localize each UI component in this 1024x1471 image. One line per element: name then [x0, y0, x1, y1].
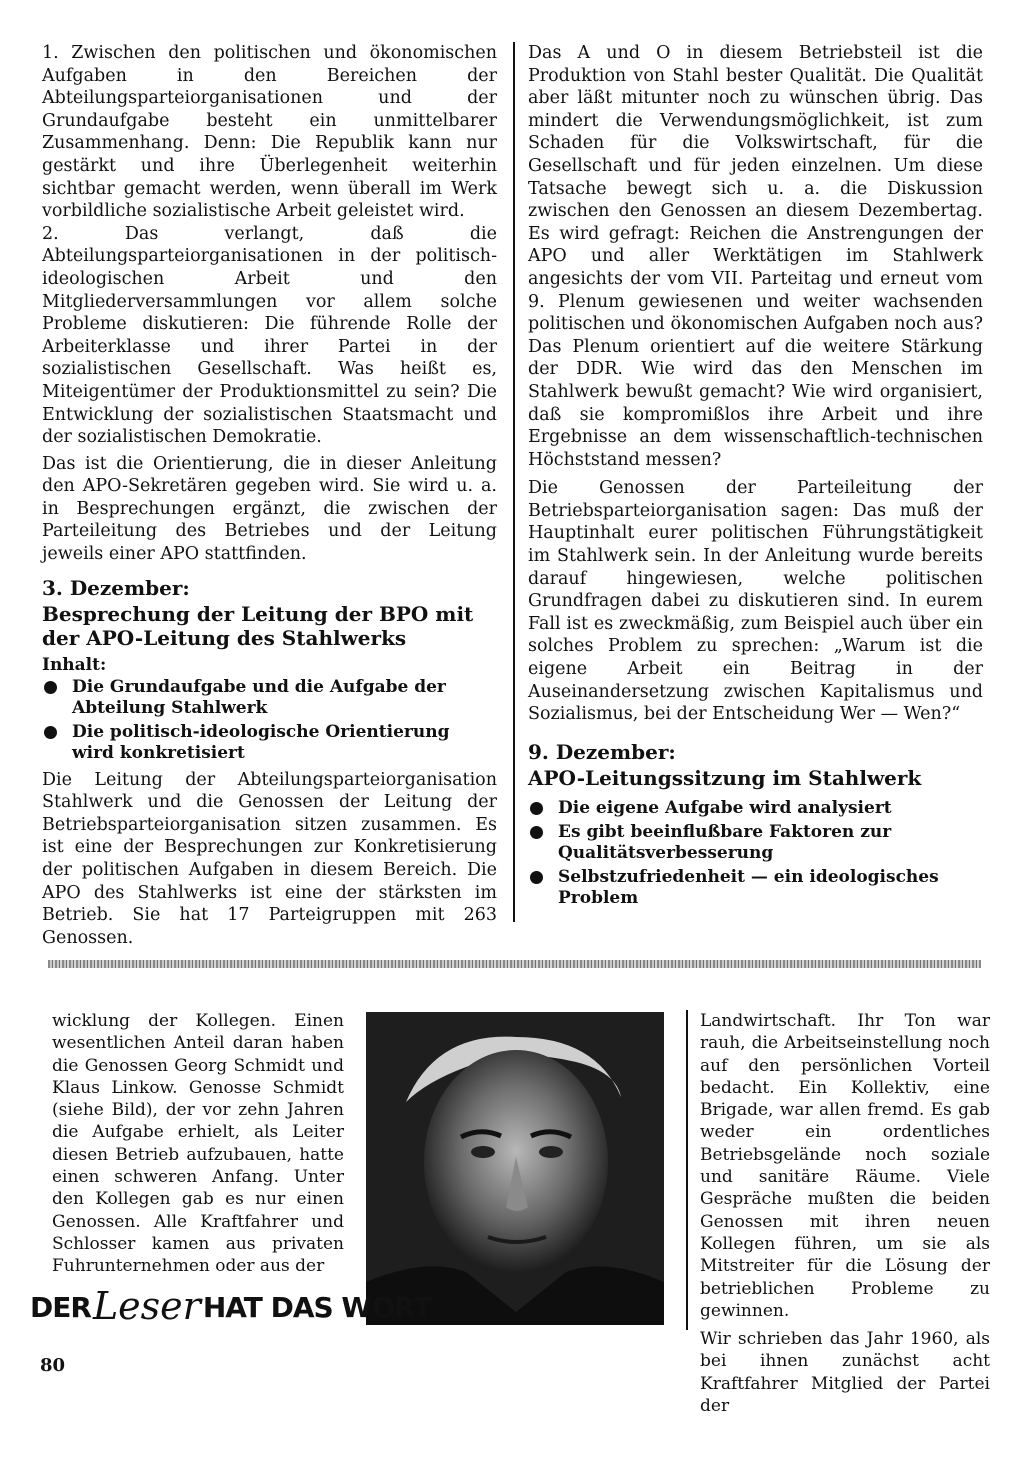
paragraph: Wir schrieben das Jahr 1960, als bei ihnen zunächst acht Kraftfahrer Mitglied der Partei der	[700, 1329, 990, 1417]
list-item: Die eigene Aufgabe wird analysiert	[528, 798, 983, 820]
bottom-right-column	[700, 1010, 990, 1417]
section-logo: DERLeserHAT DAS WORT	[30, 1284, 432, 1328]
list-item: Selbstzufriedenheit — ein ideologisches Problem	[528, 867, 983, 910]
section-date: 3. Dezember:	[42, 575, 190, 600]
bullet-icon	[530, 802, 543, 815]
section-subheading: Inhalt:	[42, 654, 107, 675]
portrait-photo	[366, 1012, 664, 1325]
list-item: Es gibt beeinflußbare Faktoren zur Qualitätsverbesserung	[528, 822, 983, 865]
right-column	[528, 42, 983, 914]
list-item: Die politisch-ideologische Orientierung wird konkretisiert	[42, 722, 497, 765]
section-date: 9. Dezember:	[528, 739, 676, 764]
bullet-icon	[44, 726, 57, 739]
paragraph: Die Genossen der Parteileitung der Betriebsparteiorganisation sagen: Das muß der Hauptinhalt eurer politischen Führungstätigkeit im Stahlwerk sein. In der Anleitung wurde bereits darauf hingewiesen, welche politischen Grundfragen dabei zu diskutieren sind. In eurem Fall ist es zweckmäßig, zum Beispiel auch über ein solches Problem zu sprechen: „Warum ist die eigene Arbeit ein Beitrag in der Auseinandersetzung zwischen Kapitalismus und Sozialismus, bei der Entscheidung Wer — Wen?“	[528, 478, 983, 725]
column-divider	[513, 42, 515, 922]
bullet-icon	[530, 871, 543, 884]
bullet-icon	[530, 826, 543, 839]
horizontal-divider	[48, 960, 981, 968]
portrait-image	[366, 1012, 664, 1325]
section-title: APO-Leitungssitzung im Stahlwerk	[528, 765, 922, 790]
paragraph: Das ist die Orientierung, die in dieser Anleitung den APO-Sekretären gegeben wird. Sie wird u. a. in Besprechungen ergänzt, die zwischen der Parteileitung des Betriebes und der Leitung jeweils einer APO stattfinden.	[42, 453, 497, 565]
bottom-left-column	[52, 1010, 344, 1278]
left-column	[42, 42, 497, 949]
bullet-icon	[44, 681, 57, 694]
list-item: Die Grundaufgabe und die Aufgabe der Abteilung Stahlwerk	[42, 677, 497, 720]
paragraph: Das A und O in diesem Betriebsteil ist die Produktion von Stahl bester Qualität. Die Qualität aber läßt mitunter noch zu wünschen übrig. Das mindert die Verwendungsmöglichkeit, ist zum Schaden für die Volkswirtschaft, für die Gesellschaft und für jeden einzelnen. Um diese Tatsache bewegt sich u. a. die Diskussion zwischen den Genossen an diesem Dezembertag. Es wird gefragt: Reichen die Anstrengungen der APO und aller Werktätigen im Stahlwerk angesichts der vom VII. Parteitag und erneut vom 9. Plenum gewiesenen und weiter wachsenden politischen und ökonomischen Aufgaben noch aus? Das Plenum orientiert auf die weitere Stärkung der DDR. Wie wird das den Menschen im Stahlwerk bewußt gemacht? Wie wird organisiert, daß sie kompromißlos ihre Arbeit und ihre Ergebnisse an dem wissenschaftlich-technischen Höchststand messen?	[528, 43, 983, 470]
paragraph: Die Leitung der Abteilungsparteiorganisation Stahlwerk und die Genossen der Leitung der Betriebsparteiorganisation sitzen zusammen. Es ist eine der Besprechungen zur Konkretisierung der politischen Aufgaben in diesem Bereich. Die APO des Stahlwerks ist eine der stärksten im Betrieb. Sie hat 17 Parteigruppen mit 263 Genossen.	[42, 769, 497, 948]
bullet-list	[528, 798, 983, 910]
paragraph: 1. Zwischen den politischen und ökonomischen Aufgaben in den Bereichen der Abteilungsparteiorganisationen und der Grundaufgabe besteht ein unmittelbarer Zusammenhang. Denn: Die Republik kann nur gestärkt und ihre Überlegenheit weiterhin sichtbar gemacht werden, wenn überall im Werk vorbildliche sozialistische Arbeit geleistet wird.	[42, 43, 497, 222]
paragraph: 2. Das verlangt, daß die Abteilungsparteiorganisationen in der politisch-ideologischen Arbeit und den Mitgliederversammlungen vor allem solche Probleme diskutieren: Die führende Rolle der Arbeiterklasse und ihrer Partei in der sozialistischen Gesellschaft. Was heißt es, Miteigentümer der Produktionsmittel zu sein? Die Entwicklung der sozialistischen Staatsmacht und der sozialistischen Demokratie.	[42, 223, 497, 448]
page-number: 80	[40, 1355, 66, 1376]
bullet-list	[42, 677, 497, 765]
paragraph: wicklung der Kollegen. Einen wesentlichen Anteil daran haben die Genossen Georg Schmidt und Klaus Linkow. Genosse Schmidt (siehe Bild), der vor zehn Jahren die Aufgabe erhielt, als Leiter diesen Betrieb aufzubauen, hatte einen schweren Anfang. Unter den Kollegen gab es nur einen Genossen. Alle Kraftfahrer und Schlosser kamen aus privaten Fuhrunternehmen oder aus der	[52, 1011, 344, 1277]
paragraph: Landwirtschaft. Ihr Ton war rauh, die Arbeitseinstellung noch auf den persönlichen Vorteil bedacht. Ein Kollektiv, eine Brigade, war allen fremd. Es gab weder ein ordentliches Betriebsgelände noch soziale und sanitäre Räume. Viele Gespräche mußten die beiden Genossen mit ihren neuen Kollegen führen, um sie als Mitstreiter für die Lösung der betrieblichen Probleme zu gewinnen.	[700, 1011, 990, 1321]
section-title: Besprechung der Leitung der BPO mit der APO-Leitung des Stahlwerks	[42, 601, 474, 651]
column-divider	[686, 1010, 688, 1330]
